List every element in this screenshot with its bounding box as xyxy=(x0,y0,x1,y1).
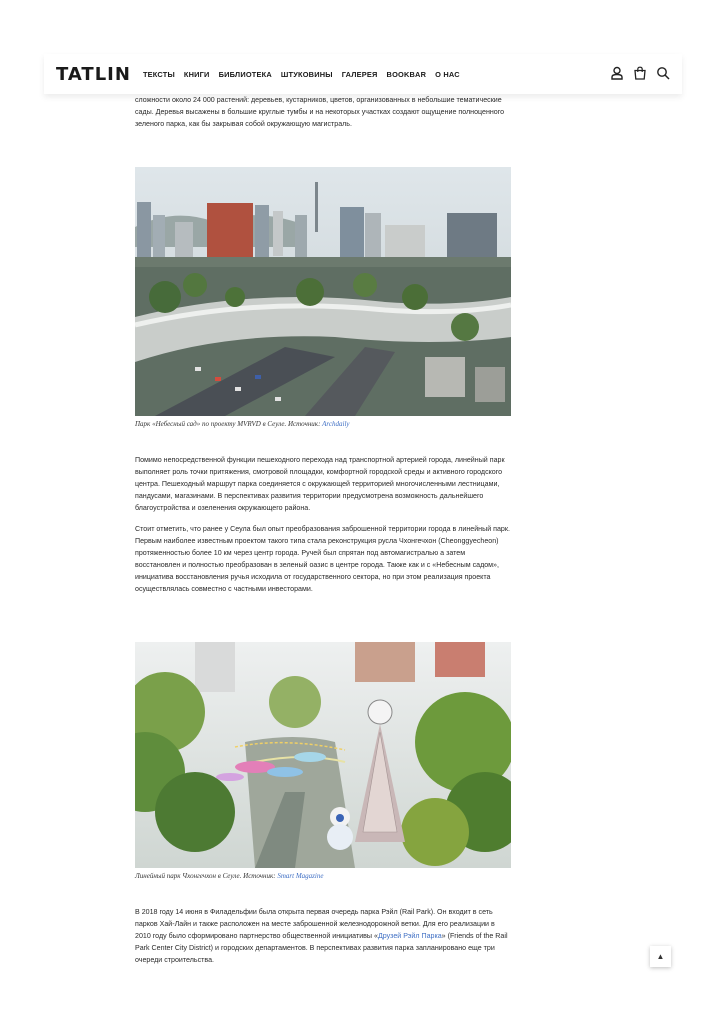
paragraph: Стоит отметить, что ранее у Сеула был опыт преобразования заброшенной территории города в линейный парк. Первым наиболее известным проектом такого типа стала реконструкция русла Чхонгечхон (Cheonggyecheon) протяженностью более 10 км через центр города. Ручей был спрятан под автомагистралью а затем восстановлен и полностью преобразован в зеленый оазис в центре города. Также как и с «Небесным садом», инициатива восстановления ручья исходила от государственного сектора, но при этом реализация проекта осуществлялась совместно с частными инвесторами. xyxy=(135,525,510,593)
friends-rail-park-link[interactable]: Друзей Рэйл Парка xyxy=(377,932,442,940)
main-nav xyxy=(143,70,460,79)
user-icon[interactable] xyxy=(610,66,624,80)
scroll-to-top-button[interactable] xyxy=(650,946,671,967)
search-icon[interactable] xyxy=(656,66,670,80)
bag-icon[interactable] xyxy=(633,66,647,80)
header-icons xyxy=(610,66,670,80)
nav-item-texts[interactable]: ТЕКСТЫ xyxy=(142,69,175,79)
source-link-smart-magazine[interactable]: Smart Magazine xyxy=(277,872,324,880)
nav-item-library[interactable]: БИБЛИОТЕКА xyxy=(218,69,272,79)
site-logo[interactable]: TATLIN xyxy=(56,63,131,85)
site-header xyxy=(44,54,682,94)
mid-text xyxy=(135,454,511,595)
cheonggyecheon-photo xyxy=(135,642,511,868)
paragraph: сложности около 24 000 растений: деревьев, кустарников, цветов, организованных в небольшие тематические сады. Деревья высажены в большие круглые тумбы и на некоторых участках создают ощущение полноценного зеленого парка, как бы закрывая собой окружающую магистраль. xyxy=(135,96,505,128)
figure-caption: Парк «Небесный сад» по проекту MVRVD в Сеуле. Источник: Archdaily xyxy=(135,420,350,428)
nav-item-books[interactable]: КНИГИ xyxy=(183,69,210,79)
arrow-up-icon: ▲ xyxy=(656,952,665,961)
final-text xyxy=(135,906,511,966)
nav-item-gadgets[interactable]: ШТУКОВИНЫ xyxy=(280,69,333,79)
figure-caption: Линейный парк Чхонгечхон в Сеуле. Источник: Smart Magazine xyxy=(135,872,324,880)
source-link-archdaily[interactable]: Archdaily xyxy=(322,420,350,428)
nav-item-about[interactable]: О НАС xyxy=(435,69,460,79)
sky-garden-photo xyxy=(135,167,511,416)
nav-item-bookbar[interactable]: BOOKBAR xyxy=(386,69,427,79)
nav-item-gallery[interactable]: ГАЛЕРЕЯ xyxy=(341,69,378,79)
intro-text xyxy=(135,94,511,130)
figure-cheonggyecheon xyxy=(135,642,511,880)
paragraph: Помимо непосредственной функции пешеходного перехода над транспортной артерией города, линейный парк выполняет роль точки притяжения, смотровой площадки, комфортной городской среды и активного городского центра. Пешеходный маршрут парка соединяется с окружающей территорией многочисленными лестницами, пандусами, магазинами. В перспективах развития территории предусмотрена возможность дальнейшего благоустройства и озеленения окружающего района. xyxy=(135,456,505,512)
paragraph: В 2018 году 14 июня в Филадельфии была открыта первая очередь парка Рэйл (Rail Park). Он входит в сеть парков Хай-Лайн и также расположен на месте заброшенной железнодорожной ветки. Для его реализации в 2010 году было сформировано партнерство общественной инициативы «Друзей Рэйл Парка» (Friends of the Rail Park Center City District) и городских департаментов. В перспективах развития парка запланировано еще три очереди строительства. xyxy=(135,908,508,964)
figure-sky-garden xyxy=(135,167,511,428)
